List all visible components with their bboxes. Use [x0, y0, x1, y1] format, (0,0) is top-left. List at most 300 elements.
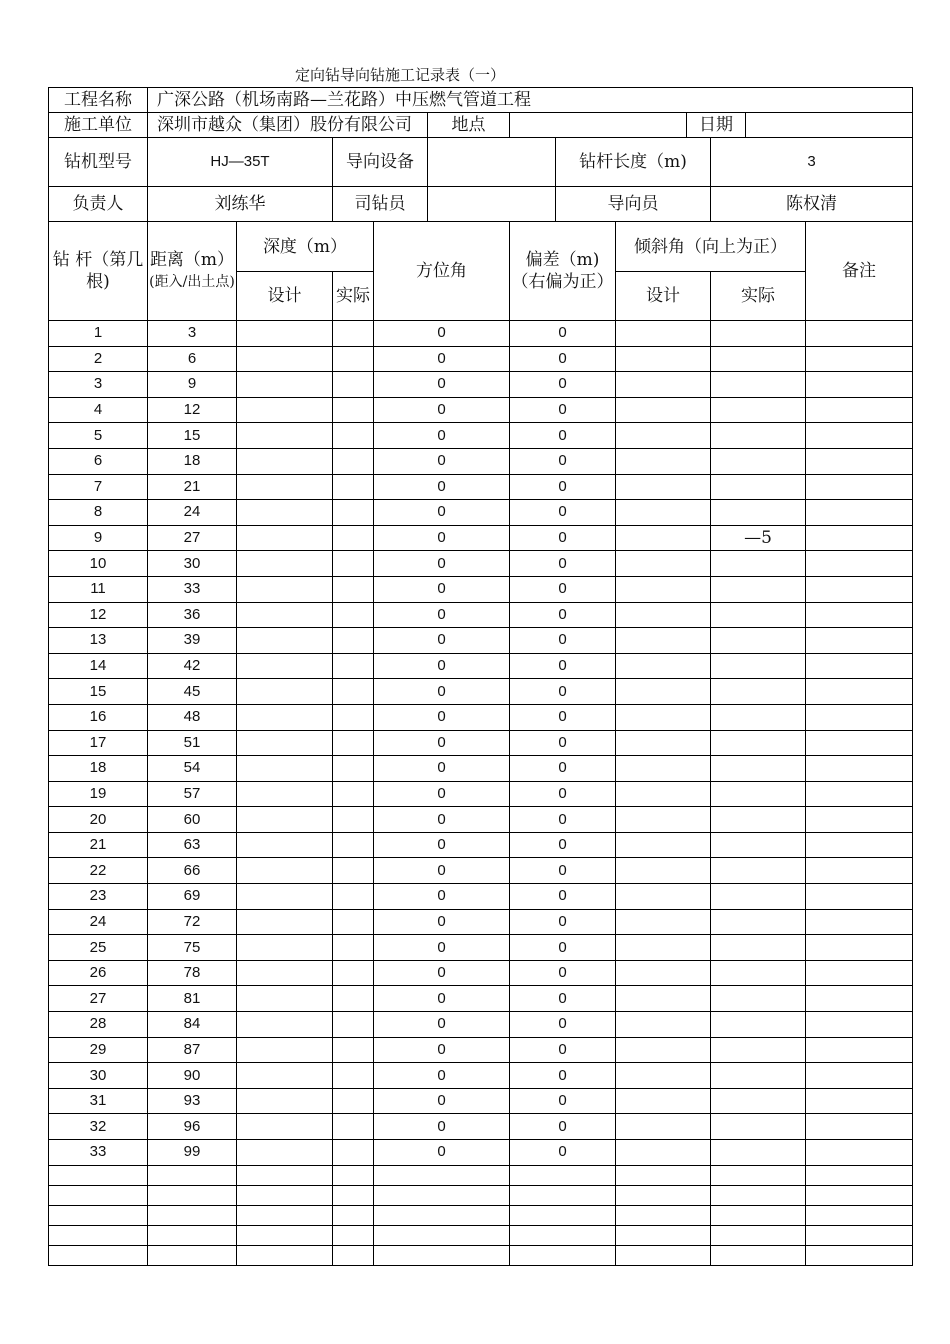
rod-number-cell: 4	[49, 397, 148, 423]
deviation-cell: 0	[510, 346, 616, 372]
remarks-cell[interactable]	[806, 909, 913, 935]
inclination-actual-cell[interactable]	[711, 1037, 806, 1063]
remarks-cell[interactable]	[806, 1245, 913, 1265]
inclination-design-cell[interactable]	[616, 679, 711, 705]
table-row	[49, 602, 913, 628]
inclination-actual-cell[interactable]	[711, 500, 806, 526]
depth-actual-cell[interactable]	[333, 1165, 374, 1185]
remarks-cell[interactable]	[806, 935, 913, 961]
inclination-actual-cell[interactable]	[711, 372, 806, 398]
depth-design-cell[interactable]	[237, 756, 333, 782]
inclination-actual-cell[interactable]	[711, 986, 806, 1012]
table-row	[49, 1088, 913, 1114]
remarks-cell[interactable]	[806, 884, 913, 910]
rod-number-cell[interactable]	[49, 1185, 148, 1205]
remarks-cell[interactable]	[806, 960, 913, 986]
empty-row	[49, 1205, 913, 1225]
remarks-cell[interactable]	[806, 781, 913, 807]
inclination-actual-cell[interactable]	[711, 858, 806, 884]
inclination-actual-cell[interactable]	[711, 935, 806, 961]
depth-actual-cell[interactable]	[333, 602, 374, 628]
guide-device-value[interactable]	[428, 138, 556, 187]
inclination-actual-cell[interactable]	[711, 704, 806, 730]
distance-cell: 63	[148, 832, 237, 858]
distance-cell: 30	[148, 551, 237, 577]
table-row	[49, 576, 913, 602]
azimuth-cell: 0	[374, 1114, 510, 1140]
deviation-cell: 0	[510, 1088, 616, 1114]
inclination-design-cell[interactable]	[616, 1037, 711, 1063]
azimuth-cell[interactable]	[374, 1205, 510, 1225]
inclination-actual-cell[interactable]	[711, 1012, 806, 1038]
depth-design-cell[interactable]	[237, 1012, 333, 1038]
depth-design-cell[interactable]	[237, 832, 333, 858]
rod-number-cell: 2	[49, 346, 148, 372]
table-row	[49, 653, 913, 679]
remarks-cell[interactable]	[806, 397, 913, 423]
depth-design-cell[interactable]	[237, 346, 333, 372]
remarks-cell[interactable]	[806, 602, 913, 628]
depth-design-cell[interactable]	[237, 525, 333, 551]
depth-actual-cell[interactable]	[333, 346, 374, 372]
remarks-cell[interactable]	[806, 500, 913, 526]
depth-actual-cell[interactable]	[333, 474, 374, 500]
azimuth-cell: 0	[374, 628, 510, 654]
depth-actual-cell[interactable]	[333, 423, 374, 449]
remarks-cell[interactable]	[806, 1114, 913, 1140]
depth-design-cell[interactable]	[237, 730, 333, 756]
remarks-cell[interactable]	[806, 1140, 913, 1166]
remarks-cell[interactable]	[806, 423, 913, 449]
azimuth-cell: 0	[374, 474, 510, 500]
distance-cell[interactable]	[148, 1185, 237, 1205]
depth-actual-cell[interactable]	[333, 679, 374, 705]
deviation-cell[interactable]	[510, 1245, 616, 1265]
distance-cell[interactable]	[148, 1205, 237, 1225]
distance-cell: 69	[148, 884, 237, 910]
depth-actual-cell[interactable]	[333, 704, 374, 730]
azimuth-cell: 0	[374, 935, 510, 961]
azimuth-cell: 0	[374, 1012, 510, 1038]
inclination-actual-cell[interactable]	[711, 397, 806, 423]
inclination-design-cell[interactable]	[616, 423, 711, 449]
depth-actual-cell[interactable]	[333, 730, 374, 756]
inclination-design-cell[interactable]	[616, 1012, 711, 1038]
remarks-cell[interactable]	[806, 448, 913, 474]
depth-actual-cell[interactable]	[333, 448, 374, 474]
depth-design-cell[interactable]	[237, 960, 333, 986]
inclination-actual-cell[interactable]	[711, 602, 806, 628]
depth-design-header: 设计	[237, 272, 333, 321]
empty-row	[49, 1225, 913, 1245]
depth-design-cell[interactable]	[237, 1205, 333, 1225]
inclination-design-cell[interactable]	[616, 1140, 711, 1166]
depth-design-cell[interactable]	[237, 321, 333, 347]
inclination-actual-cell[interactable]	[711, 474, 806, 500]
inclination-actual-cell[interactable]	[711, 1225, 806, 1245]
inclination-actual-cell[interactable]: —5	[711, 525, 806, 551]
azimuth-cell: 0	[374, 1063, 510, 1089]
azimuth-cell: 0	[374, 679, 510, 705]
table-row	[49, 346, 913, 372]
depth-design-cell[interactable]	[237, 474, 333, 500]
depth-actual-cell[interactable]	[333, 986, 374, 1012]
depth-actual-cell[interactable]	[333, 960, 374, 986]
rod-number-cell: 24	[49, 909, 148, 935]
azimuth-cell: 0	[374, 551, 510, 577]
depth-design-cell[interactable]	[237, 935, 333, 961]
depth-design-cell[interactable]	[237, 628, 333, 654]
inclination-design-cell[interactable]	[616, 525, 711, 551]
remarks-cell[interactable]	[806, 704, 913, 730]
depth-design-cell[interactable]	[237, 1114, 333, 1140]
depth-design-cell[interactable]	[237, 1140, 333, 1166]
rod-number-cell: 16	[49, 704, 148, 730]
table-row	[49, 397, 913, 423]
inclination-design-cell[interactable]	[616, 960, 711, 986]
remarks-cell[interactable]	[806, 1185, 913, 1205]
depth-actual-cell[interactable]	[333, 1063, 374, 1089]
depth-design-cell[interactable]	[237, 423, 333, 449]
remarks-cell[interactable]	[806, 807, 913, 833]
remarks-cell[interactable]	[806, 1063, 913, 1089]
inclination-design-cell[interactable]	[616, 500, 711, 526]
rod-number-cell[interactable]	[49, 1225, 148, 1245]
azimuth-cell: 0	[374, 372, 510, 398]
azimuth-cell: 0	[374, 1037, 510, 1063]
remarks-cell[interactable]	[806, 653, 913, 679]
rod-number-cell[interactable]	[49, 1165, 148, 1185]
depth-design-cell[interactable]	[237, 884, 333, 910]
date-value[interactable]	[746, 113, 913, 138]
inclination-design-cell[interactable]	[616, 832, 711, 858]
depth-actual-cell[interactable]	[333, 832, 374, 858]
inclination-design-cell[interactable]	[616, 935, 711, 961]
remarks-cell[interactable]	[806, 576, 913, 602]
depth-actual-cell[interactable]	[333, 1114, 374, 1140]
remarks-cell[interactable]	[806, 1205, 913, 1225]
remarks-cell[interactable]	[806, 628, 913, 654]
distance-cell: 18	[148, 448, 237, 474]
depth-design-cell[interactable]	[237, 1245, 333, 1265]
depth-design-cell[interactable]	[237, 602, 333, 628]
inclination-design-cell[interactable]	[616, 551, 711, 577]
distance-cell: 21	[148, 474, 237, 500]
distance-cell: 27	[148, 525, 237, 551]
depth-design-cell[interactable]	[237, 1088, 333, 1114]
rod-number-cell: 11	[49, 576, 148, 602]
depth-design-cell[interactable]	[237, 653, 333, 679]
remarks-cell[interactable]	[806, 679, 913, 705]
inclination-actual-cell[interactable]	[711, 653, 806, 679]
azimuth-cell: 0	[374, 960, 510, 986]
inclination-actual-cell[interactable]	[711, 576, 806, 602]
rod-number-cell[interactable]	[49, 1245, 148, 1265]
inclination-actual-cell[interactable]	[711, 628, 806, 654]
remarks-cell[interactable]	[806, 832, 913, 858]
depth-actual-cell[interactable]	[333, 653, 374, 679]
depth-actual-cell[interactable]	[333, 1012, 374, 1038]
depth-actual-cell[interactable]	[333, 807, 374, 833]
remarks-cell[interactable]	[806, 372, 913, 398]
azimuth-cell: 0	[374, 602, 510, 628]
rod-number-header: 钻 杆（第几根)	[49, 222, 148, 321]
table-row	[49, 1037, 913, 1063]
inclination-actual-cell[interactable]	[711, 448, 806, 474]
inclination-actual-cell[interactable]	[711, 1063, 806, 1089]
deviation-cell[interactable]	[510, 1225, 616, 1245]
depth-actual-cell[interactable]	[333, 1225, 374, 1245]
depth-actual-cell[interactable]	[333, 1245, 374, 1265]
rod-number-cell: 10	[49, 551, 148, 577]
depth-design-cell[interactable]	[237, 781, 333, 807]
remarks-cell[interactable]	[806, 1037, 913, 1063]
project-name-row	[49, 88, 913, 113]
rig-row	[49, 138, 913, 187]
inclination-actual-cell[interactable]	[711, 960, 806, 986]
rod-number-cell[interactable]	[49, 1205, 148, 1225]
inclination-actual-cell[interactable]	[711, 1185, 806, 1205]
deviation-cell: 0	[510, 704, 616, 730]
remarks-cell[interactable]	[806, 321, 913, 347]
inclination-actual-cell[interactable]	[711, 909, 806, 935]
depth-actual-cell[interactable]	[333, 858, 374, 884]
inclination-actual-cell[interactable]	[711, 781, 806, 807]
remarks-cell[interactable]	[806, 986, 913, 1012]
inclination-actual-cell[interactable]	[711, 321, 806, 347]
azimuth-cell: 0	[374, 832, 510, 858]
personnel-row	[49, 187, 913, 222]
distance-cell: 99	[148, 1140, 237, 1166]
remarks-cell[interactable]	[806, 1225, 913, 1245]
distance-cell: 36	[148, 602, 237, 628]
inclination-actual-cell[interactable]	[711, 1245, 806, 1265]
depth-actual-cell[interactable]	[333, 909, 374, 935]
inclination-actual-cell[interactable]	[711, 679, 806, 705]
inclination-actual-cell[interactable]	[711, 423, 806, 449]
inclination-design-cell[interactable]	[616, 448, 711, 474]
guide-operator-label: 导向员	[556, 187, 711, 222]
depth-actual-cell[interactable]	[333, 756, 374, 782]
inclination-actual-cell[interactable]	[711, 1205, 806, 1225]
azimuth-cell: 0	[374, 909, 510, 935]
inclination-actual-cell[interactable]	[711, 1140, 806, 1166]
deviation-cell: 0	[510, 321, 616, 347]
inclination-design-cell[interactable]	[616, 321, 711, 347]
construction-unit-label: 施工单位	[49, 113, 148, 138]
inclination-design-cell[interactable]	[616, 1114, 711, 1140]
depth-design-cell[interactable]	[237, 576, 333, 602]
deviation-cell: 0	[510, 756, 616, 782]
rod-number-cell: 15	[49, 679, 148, 705]
deviation-cell: 0	[510, 730, 616, 756]
depth-design-cell[interactable]	[237, 909, 333, 935]
azimuth-cell[interactable]	[374, 1245, 510, 1265]
rod-number-cell: 33	[49, 1140, 148, 1166]
inclination-actual-cell[interactable]	[711, 730, 806, 756]
depth-actual-cell[interactable]	[333, 781, 374, 807]
inclination-actual-header: 实际	[711, 272, 806, 321]
inclination-actual-cell[interactable]	[711, 346, 806, 372]
rod-number-cell: 14	[49, 653, 148, 679]
table-row	[49, 551, 913, 577]
depth-actual-cell[interactable]	[333, 1205, 374, 1225]
distance-cell: 57	[148, 781, 237, 807]
inclination-actual-cell[interactable]	[711, 807, 806, 833]
azimuth-cell: 0	[374, 858, 510, 884]
depth-design-cell[interactable]	[237, 986, 333, 1012]
distance-header	[148, 222, 237, 321]
inclination-actual-cell[interactable]	[711, 1165, 806, 1185]
depth-actual-cell[interactable]	[333, 1140, 374, 1166]
depth-design-cell[interactable]	[237, 1165, 333, 1185]
rod-number-cell: 30	[49, 1063, 148, 1089]
distance-cell[interactable]	[148, 1245, 237, 1265]
depth-actual-cell[interactable]	[333, 321, 374, 347]
depth-design-cell[interactable]	[237, 858, 333, 884]
location-value[interactable]	[510, 113, 687, 138]
deviation-cell: 0	[510, 781, 616, 807]
deviation-cell[interactable]	[510, 1205, 616, 1225]
depth-actual-cell[interactable]	[333, 500, 374, 526]
depth-design-cell[interactable]	[237, 1185, 333, 1205]
remarks-cell[interactable]	[806, 474, 913, 500]
rig-model-value: HJ—35T	[148, 138, 333, 187]
inclination-actual-cell[interactable]	[711, 832, 806, 858]
remarks-cell[interactable]	[806, 525, 913, 551]
depth-design-cell[interactable]	[237, 448, 333, 474]
azimuth-cell: 0	[374, 448, 510, 474]
distance-cell: 12	[148, 397, 237, 423]
distance-cell[interactable]	[148, 1225, 237, 1245]
azimuth-cell[interactable]	[374, 1165, 510, 1185]
depth-actual-cell[interactable]	[333, 628, 374, 654]
rod-number-cell: 22	[49, 858, 148, 884]
depth-design-cell[interactable]	[237, 1063, 333, 1089]
depth-design-cell[interactable]	[237, 1225, 333, 1245]
depth-design-cell[interactable]	[237, 397, 333, 423]
table-row	[49, 474, 913, 500]
distance-cell: 87	[148, 1037, 237, 1063]
rod-number-cell: 5	[49, 423, 148, 449]
inclination-actual-cell[interactable]	[711, 1114, 806, 1140]
depth-design-cell[interactable]	[237, 704, 333, 730]
table-row	[49, 321, 913, 347]
remarks-cell[interactable]	[806, 551, 913, 577]
inclination-actual-cell[interactable]	[711, 756, 806, 782]
inclination-design-cell[interactable]	[616, 372, 711, 398]
inclination-design-cell[interactable]	[616, 628, 711, 654]
deviation-cell[interactable]	[510, 1185, 616, 1205]
inclination-design-cell[interactable]	[616, 884, 711, 910]
inclination-design-cell[interactable]	[616, 576, 711, 602]
depth-actual-cell[interactable]	[333, 884, 374, 910]
inclination-design-cell[interactable]	[616, 1165, 711, 1185]
inclination-design-cell[interactable]	[616, 909, 711, 935]
depth-actual-cell[interactable]	[333, 525, 374, 551]
distance-cell: 48	[148, 704, 237, 730]
remarks-cell[interactable]	[806, 756, 913, 782]
inclination-design-cell[interactable]	[616, 730, 711, 756]
azimuth-cell: 0	[374, 1140, 510, 1166]
inclination-design-cell[interactable]	[616, 1245, 711, 1265]
deviation-cell: 0	[510, 602, 616, 628]
depth-actual-cell[interactable]	[333, 372, 374, 398]
depth-actual-cell[interactable]	[333, 935, 374, 961]
inclination-design-cell[interactable]	[616, 858, 711, 884]
inclination-design-cell[interactable]	[616, 704, 711, 730]
remarks-cell[interactable]	[806, 1088, 913, 1114]
depth-actual-cell[interactable]	[333, 397, 374, 423]
distance-cell: 15	[148, 423, 237, 449]
inclination-design-cell[interactable]	[616, 1063, 711, 1089]
depth-design-cell[interactable]	[237, 372, 333, 398]
remarks-cell[interactable]	[806, 346, 913, 372]
azimuth-cell: 0	[374, 884, 510, 910]
rod-number-cell: 23	[49, 884, 148, 910]
inclination-actual-cell[interactable]	[711, 1088, 806, 1114]
depth-design-cell[interactable]	[237, 551, 333, 577]
depth-actual-cell[interactable]	[333, 551, 374, 577]
inclination-design-cell[interactable]	[616, 781, 711, 807]
inclination-design-cell[interactable]	[616, 346, 711, 372]
table-row	[49, 628, 913, 654]
remarks-cell[interactable]	[806, 858, 913, 884]
distance-cell: 81	[148, 986, 237, 1012]
depth-actual-cell[interactable]	[333, 1185, 374, 1205]
deviation-cell[interactable]	[510, 1165, 616, 1185]
inclination-design-cell[interactable]	[616, 653, 711, 679]
rod-number-cell: 29	[49, 1037, 148, 1063]
inclination-design-cell[interactable]	[616, 1088, 711, 1114]
depth-actual-cell[interactable]	[333, 1088, 374, 1114]
inclination-design-cell[interactable]	[616, 602, 711, 628]
depth-design-cell[interactable]	[237, 679, 333, 705]
inclination-actual-cell[interactable]	[711, 884, 806, 910]
azimuth-cell: 0	[374, 397, 510, 423]
table-row	[49, 730, 913, 756]
inclination-design-cell[interactable]	[616, 397, 711, 423]
inclination-design-cell[interactable]	[616, 474, 711, 500]
distance-cell: 24	[148, 500, 237, 526]
azimuth-cell[interactable]	[374, 1225, 510, 1245]
inclination-design-cell[interactable]	[616, 1205, 711, 1225]
depth-design-cell[interactable]	[237, 1037, 333, 1063]
rod-number-cell: 1	[49, 321, 148, 347]
deviation-cell: 0	[510, 960, 616, 986]
table-row	[49, 858, 913, 884]
inclination-design-cell[interactable]	[616, 1185, 711, 1205]
inclination-actual-cell[interactable]	[711, 551, 806, 577]
remarks-cell[interactable]	[806, 1012, 913, 1038]
inclination-design-cell[interactable]	[616, 1225, 711, 1245]
remarks-cell[interactable]	[806, 730, 913, 756]
table-row	[49, 448, 913, 474]
depth-actual-cell[interactable]	[333, 576, 374, 602]
depth-design-cell[interactable]	[237, 500, 333, 526]
azimuth-cell[interactable]	[374, 1185, 510, 1205]
inclination-design-cell[interactable]	[616, 986, 711, 1012]
depth-design-cell[interactable]	[237, 807, 333, 833]
inclination-design-cell[interactable]	[616, 807, 711, 833]
driller-value[interactable]	[428, 187, 556, 222]
distance-cell[interactable]	[148, 1165, 237, 1185]
deviation-cell: 0	[510, 576, 616, 602]
depth-actual-cell[interactable]	[333, 1037, 374, 1063]
inclination-design-cell[interactable]	[616, 756, 711, 782]
rod-number-cell: 27	[49, 986, 148, 1012]
remarks-cell[interactable]	[806, 1165, 913, 1185]
